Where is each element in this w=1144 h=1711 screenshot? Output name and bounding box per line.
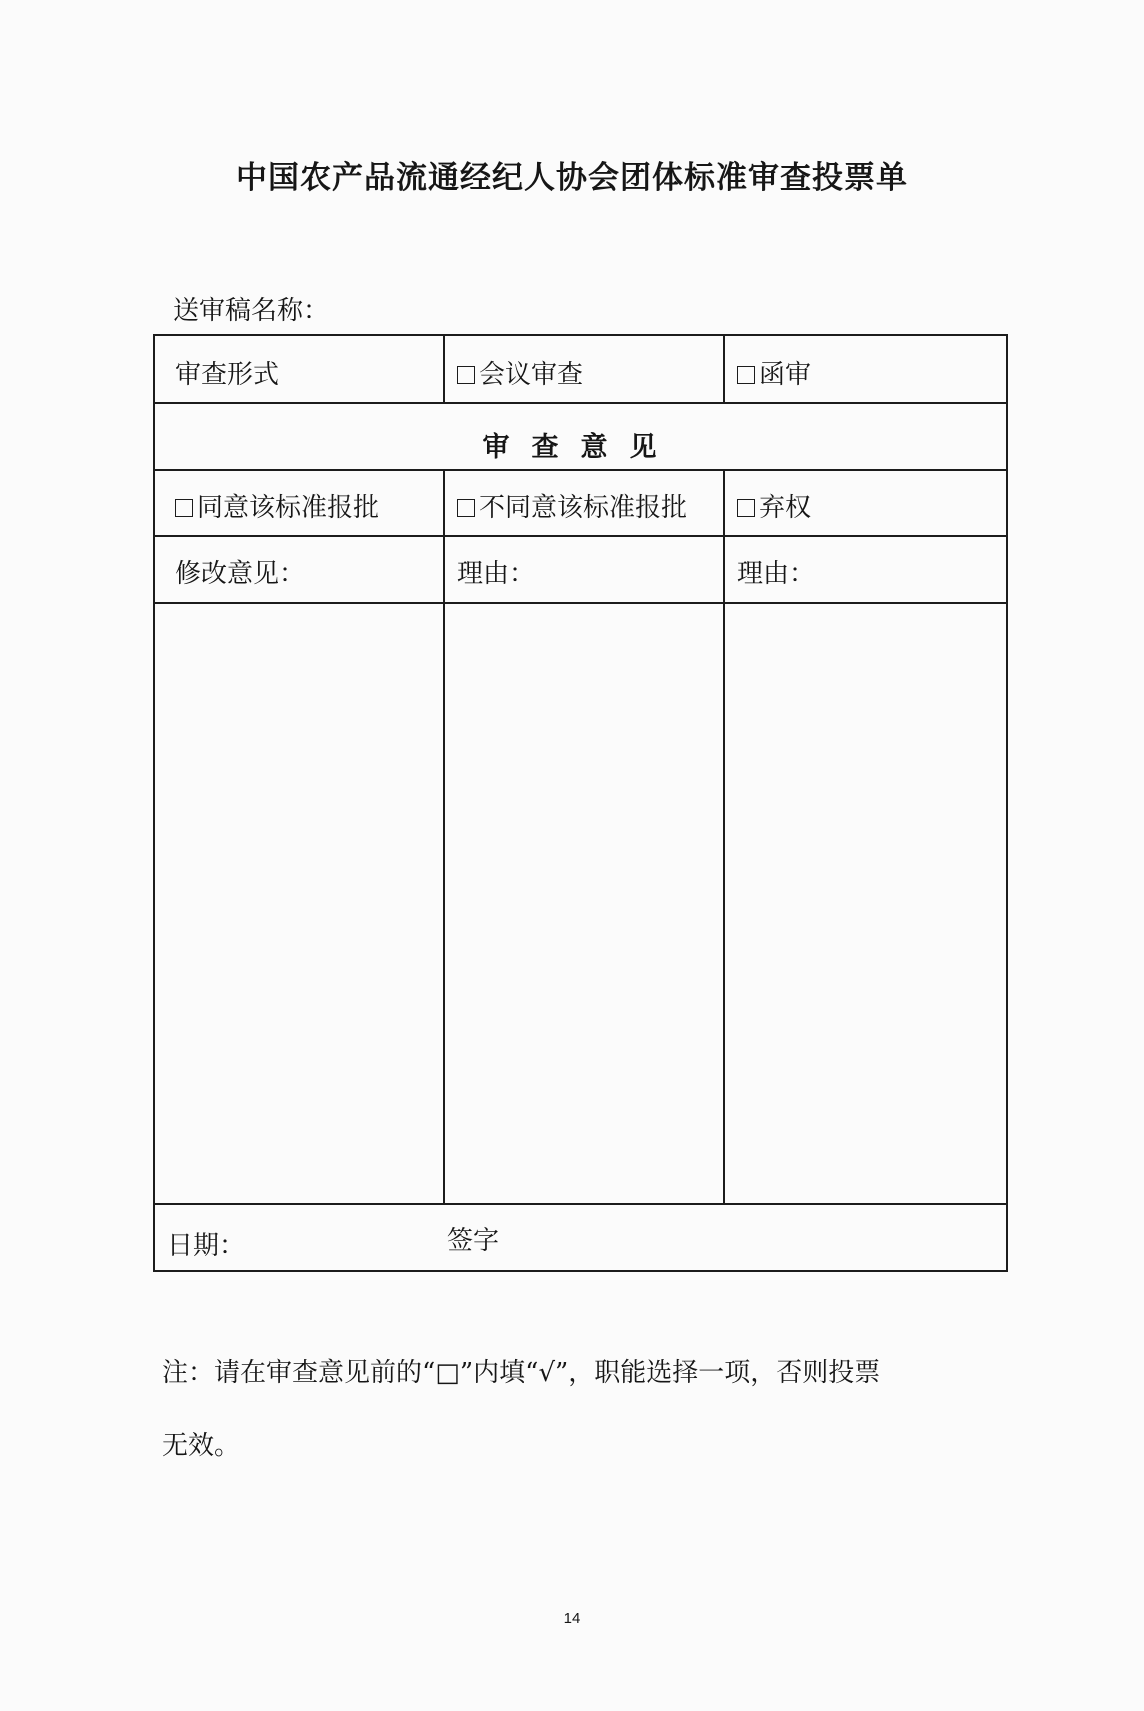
table-divider: [155, 1203, 1006, 1205]
vote-option-disagree-label: 不同意该标准报批: [479, 493, 688, 523]
review-option-letter[interactable]: [737, 354, 811, 391]
disagree-reason-area[interactable]: [447, 606, 721, 1201]
vote-option-disagree[interactable]: [457, 487, 687, 524]
review-form-label: 审查形式: [175, 360, 280, 390]
review-option-meeting-label: 会议审查: [479, 360, 584, 390]
checkbox-abstain[interactable]: [737, 499, 755, 517]
vote-option-agree[interactable]: [175, 487, 379, 524]
vote-form-table: [153, 334, 1008, 1272]
checkbox-disagree[interactable]: [457, 499, 475, 517]
table-divider: [723, 469, 725, 1204]
vote-option-agree-label: 同意该标准报批: [197, 493, 380, 523]
vote-option-abstain-label: 弃权: [759, 493, 812, 523]
checkbox-letter-review[interactable]: [737, 366, 755, 384]
form-title: 中国农产品流通经纪人协会团体标准审查投票单: [236, 160, 908, 196]
vote-option-abstain[interactable]: [737, 487, 811, 524]
table-divider: [155, 402, 1006, 404]
instruction-note-continued: 无效。: [162, 1431, 241, 1461]
table-divider: [155, 602, 1006, 604]
instruction-note: 注：请在审查意见前的“□”内填“√”，职能选择一项，否则投票: [162, 1358, 881, 1388]
modify-opinion-area[interactable]: [157, 606, 441, 1201]
checkbox-agree[interactable]: [175, 499, 193, 517]
table-divider: [443, 336, 445, 403]
table-divider: [723, 336, 725, 403]
checkbox-meeting-review[interactable]: [457, 366, 475, 384]
modify-opinion-label: 修改意见：: [175, 559, 306, 589]
draft-name-label: 送审稿名称：: [173, 296, 330, 326]
table-divider: [155, 469, 1006, 471]
review-option-letter-label: 函审: [759, 360, 812, 390]
table-divider: [155, 535, 1006, 537]
abstain-reason-label: 理由：: [737, 559, 816, 589]
disagree-reason-label: 理由：: [457, 559, 536, 589]
page-number: 14: [563, 1610, 581, 1627]
opinion-header: 审查意见: [482, 432, 679, 463]
abstain-reason-area[interactable]: [727, 606, 1006, 1201]
table-divider: [443, 469, 445, 1204]
review-option-meeting[interactable]: [457, 354, 583, 391]
date-label: 日期：: [167, 1231, 246, 1261]
signature-label: 签字: [447, 1226, 500, 1256]
